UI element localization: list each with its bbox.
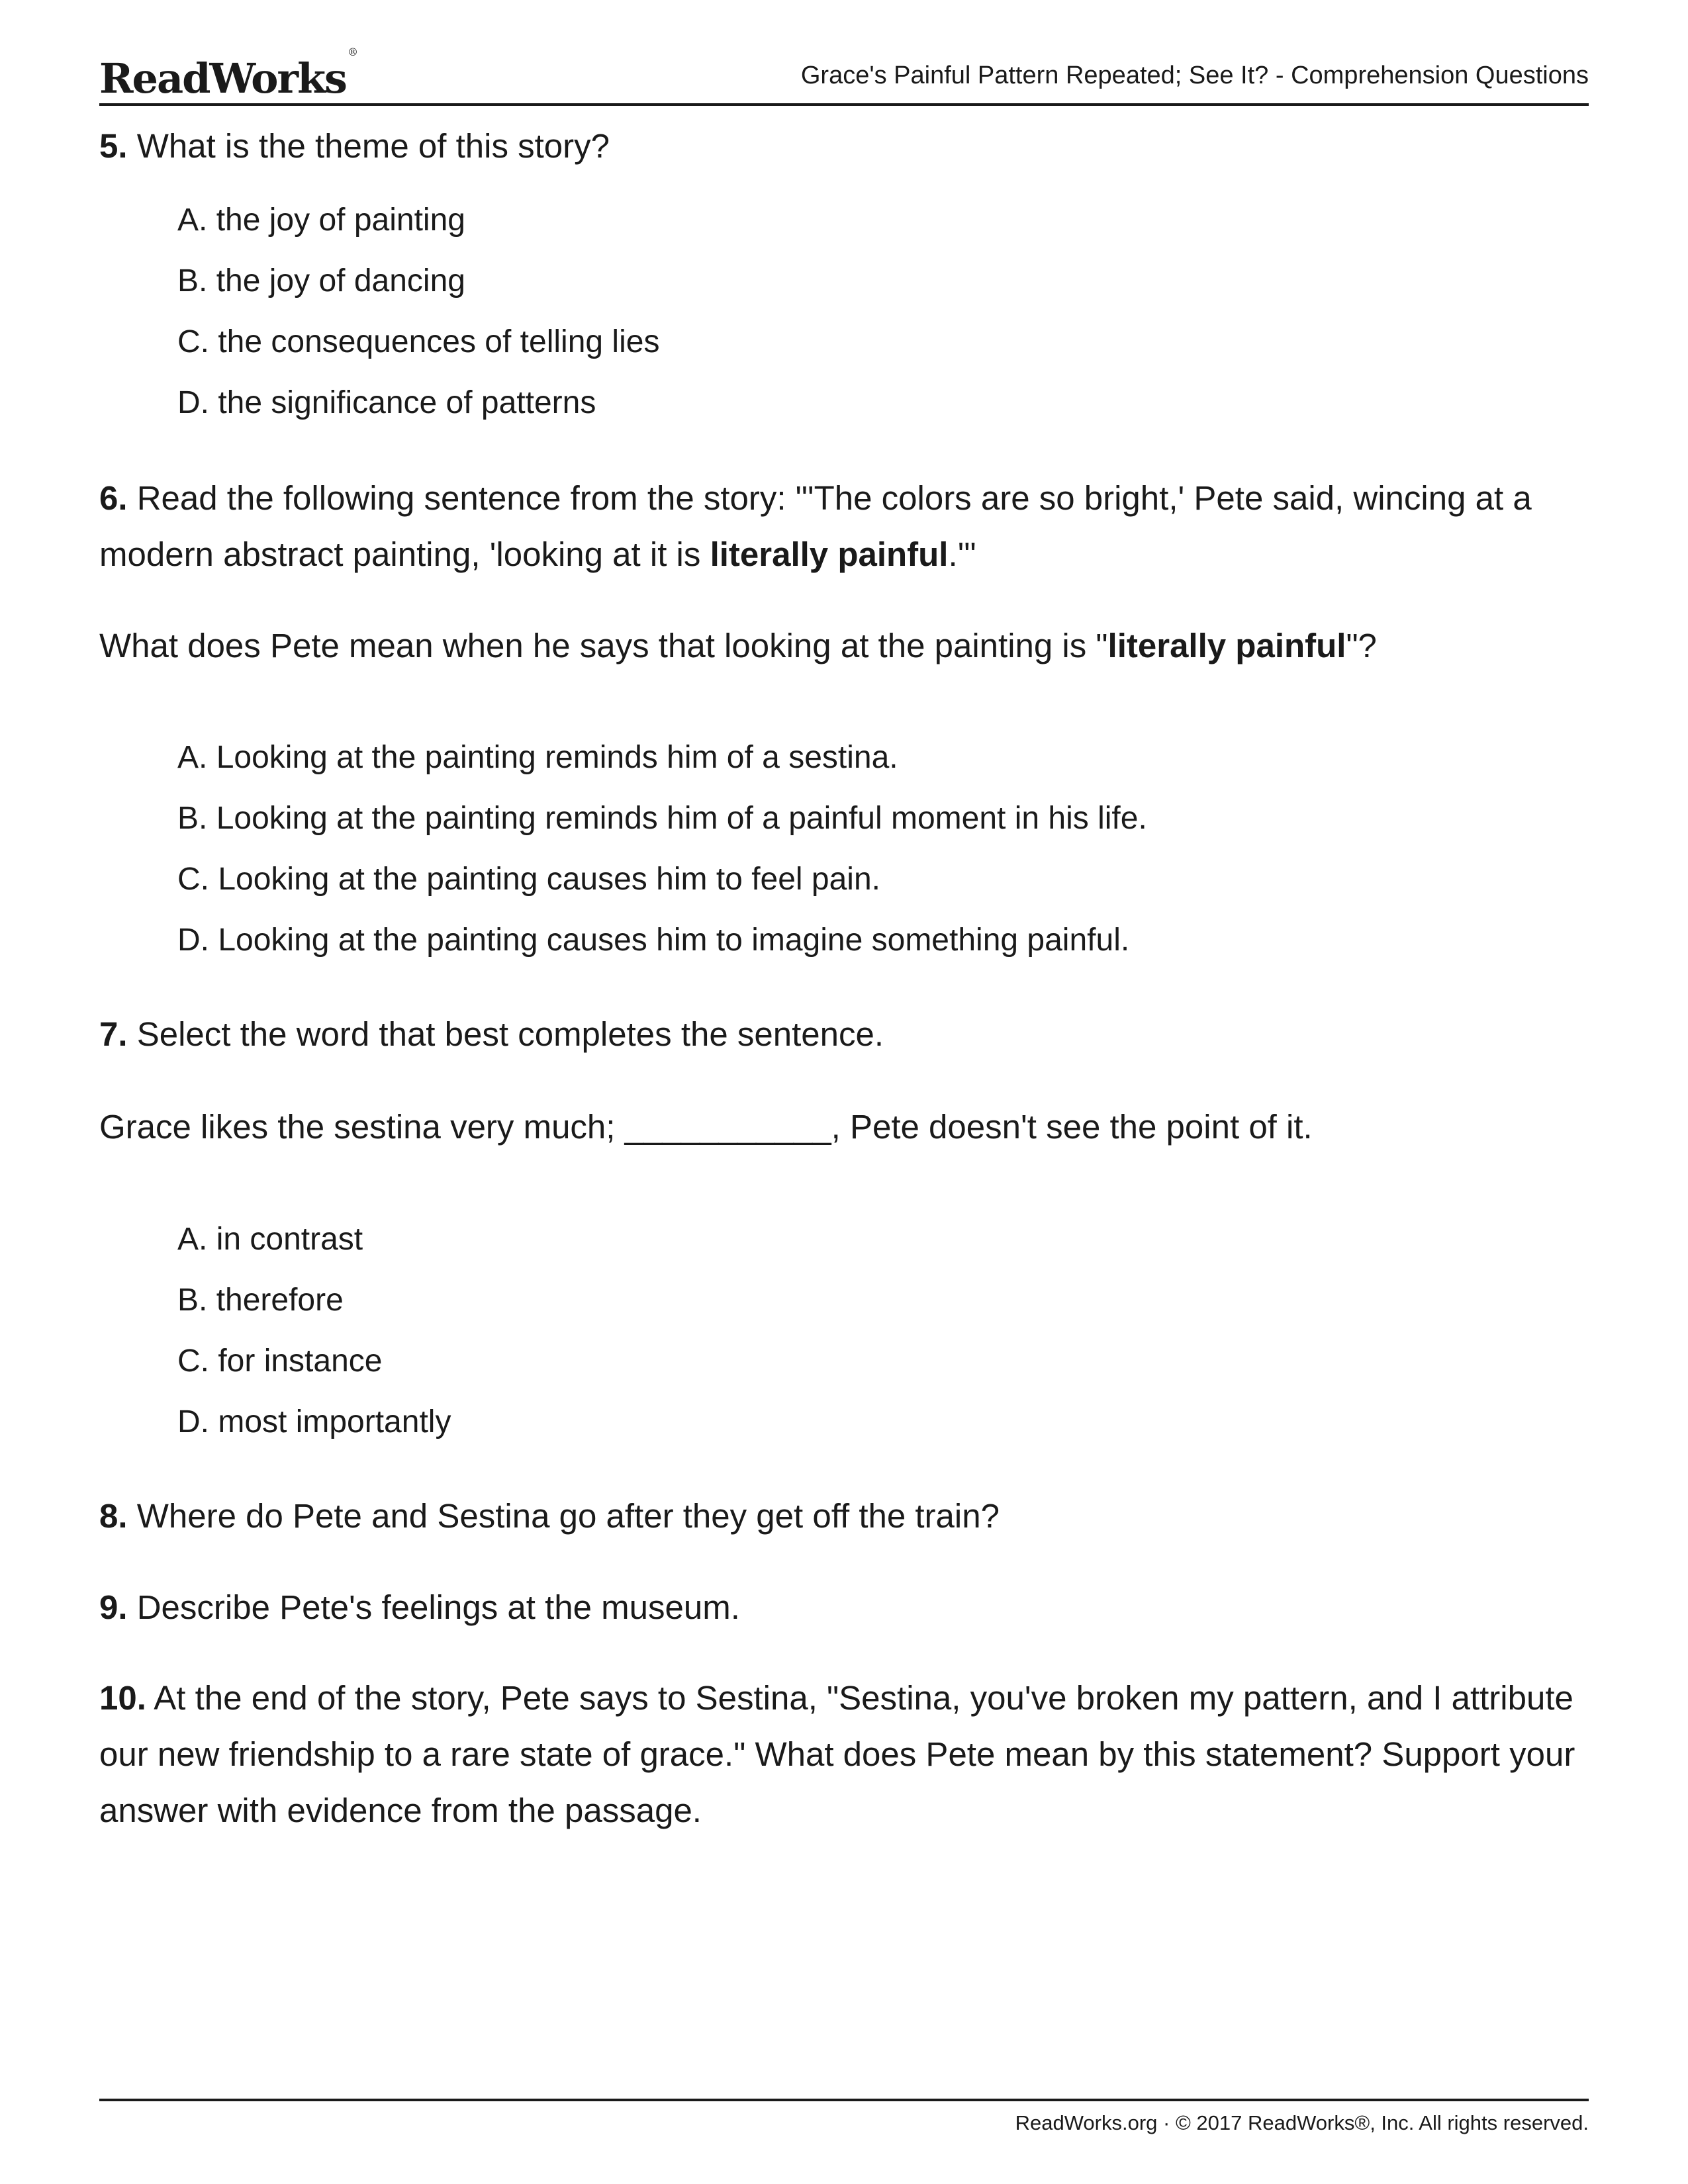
option-d: D. the significance of patterns xyxy=(177,385,596,420)
option-b: B. the joy of dancing xyxy=(177,263,465,298)
question-text: Read the following sentence from the story: "'The colors are so bright,' Pete said, wincing at a modern abstract painting, 'looking at it is xyxy=(99,479,1532,573)
question-9 xyxy=(99,1579,1589,1635)
bold-phrase: literally painful xyxy=(1107,627,1346,664)
question-6-options xyxy=(177,735,1501,978)
document-title: Grace's Painful Pattern Repeated; See It? - Comprehension Questions xyxy=(800,62,1589,89)
question-8 xyxy=(99,1488,1589,1544)
question-number: 10. xyxy=(99,1679,146,1717)
option-d: D. Looking at the painting causes him to imagine something painful. xyxy=(177,923,1130,958)
question-6: 6. Read the following sentence from the story: "'The colors are so bright,' Pete said, wincing at a modern abstract painting, 'looking at it is literally painful.'" xyxy=(99,479,1532,573)
question-text: What is the theme of this story? xyxy=(136,127,610,165)
question-number: 6. xyxy=(99,479,128,517)
registered-mark: ® xyxy=(347,46,358,59)
copyright-footer: ReadWorks.org · © 2017 ReadWorks®, Inc. All rights reserved. xyxy=(1015,2111,1589,2134)
question-text: Where do Pete and Sestina go after they get off the train? xyxy=(136,1497,1000,1535)
question-number: 8. xyxy=(99,1497,128,1535)
option-b: B. Looking at the painting reminds him of a painful moment in his life. xyxy=(177,801,1147,836)
option-c: C. for instance xyxy=(177,1343,383,1379)
question-6-prompt: What does Pete mean when he says that looking at the painting is "literally painful"? xyxy=(99,627,1377,664)
question-7 xyxy=(99,1006,1589,1062)
question-5-options xyxy=(177,197,1501,441)
question-text: Describe Pete's feelings at the museum. xyxy=(136,1588,740,1626)
question-number: 7. xyxy=(99,1015,128,1053)
option-d: D. most importantly xyxy=(177,1404,451,1439)
question-7-options xyxy=(177,1216,1501,1460)
question-10 xyxy=(99,1670,1589,1839)
option-a: A. Looking at the painting reminds him of a sestina. xyxy=(177,740,898,775)
option-a: A. in contrast xyxy=(177,1222,363,1257)
question-number: 9. xyxy=(99,1588,128,1626)
option-a: A. the joy of painting xyxy=(177,203,465,238)
question-5 xyxy=(99,118,1589,174)
readworks-logo: ReadWorks® xyxy=(99,46,358,103)
bold-phrase: literally painful xyxy=(710,535,949,573)
question-number: 5. xyxy=(99,127,128,165)
question-text: Select the word that best completes the sentence. xyxy=(136,1015,884,1053)
option-c: C. the consequences of telling lies xyxy=(177,324,660,359)
option-b: B. therefore xyxy=(177,1283,344,1318)
question-text: At the end of the story, Pete says to Sestina, "Sestina, you've broken my pattern, and I attribute our new friendship to a rare state of grace." What does Pete mean by this statement? Support your answer with evidence from the passage. xyxy=(99,1679,1575,1829)
option-c: C. Looking at the painting causes him to feel pain. xyxy=(177,862,880,897)
page-header xyxy=(99,46,1589,106)
footer-divider xyxy=(99,2099,1589,2101)
question-7-sentence: Grace likes the sestina very much; ___________, Pete doesn't see the point of it. xyxy=(99,1108,1313,1146)
